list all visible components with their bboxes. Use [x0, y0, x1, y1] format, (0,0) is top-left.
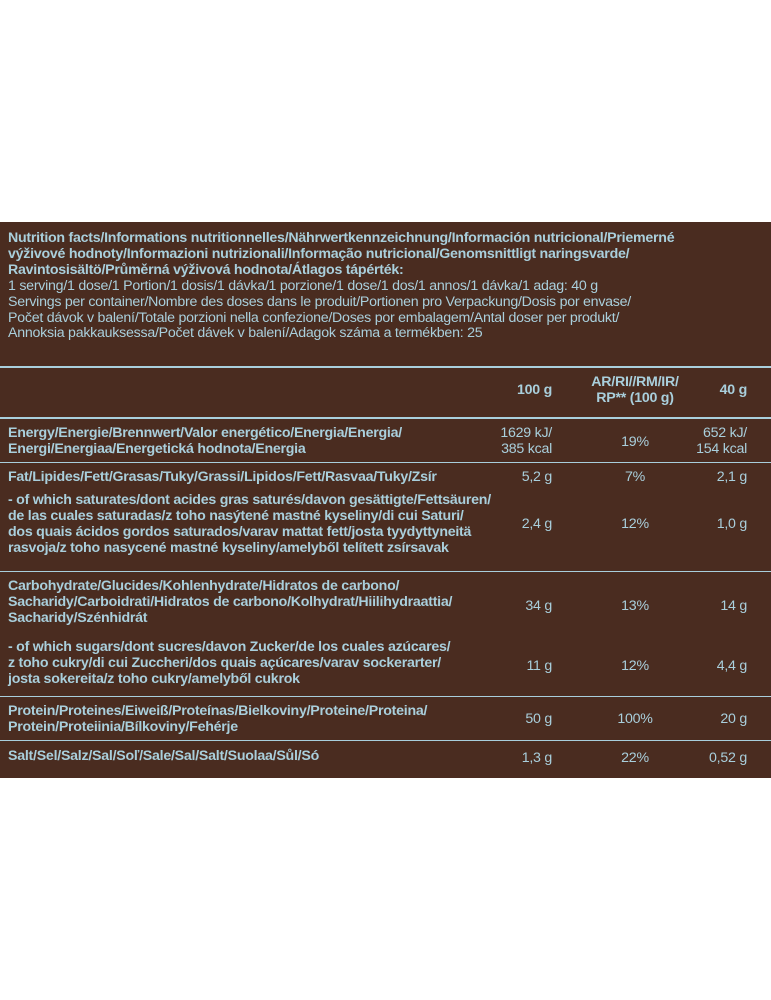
energy-ri-value: 19% [621, 434, 649, 450]
fat-100g-value: 5,2 g [521, 469, 552, 485]
sugars-40g-value: 4,4 g [716, 658, 747, 674]
label-line: dos quais ácidos gordos saturados/varav mattat fett/josta tyydyttyneitä [8, 523, 472, 540]
carbohydrate-40g-value: 14 g [720, 598, 747, 614]
column-header-40g: 40 g [719, 382, 747, 398]
carbohydrate-label [8, 579, 523, 627]
sugars-label [8, 640, 523, 688]
protein-label [8, 704, 523, 736]
ri-header-line: AR/RI//RM/IR/ [591, 374, 679, 390]
servings-info-line: Počet dávok v balení/Totale porzioni nella confezione/Doses por embalagem/Antal doser per produkt/ [8, 309, 620, 326]
energy-label [8, 426, 523, 458]
label-line: Sacharidy/Carboidrati/Hidratos de carbono/Kolhydrat/Hiilihydraattia/ [8, 593, 453, 610]
protein-100g-value: 50 g [525, 711, 552, 727]
serving-size-text: 1 serving/1 dose/1 Portion/1 dosis/1 dávka/1 porzione/1 dose/1 dos/1 annos/1 dávka/1 adag: 40 g [8, 277, 598, 294]
column-header-ri [585, 375, 685, 407]
column-header-100g: 100 g [516, 382, 552, 398]
value-line: 154 kcal [696, 440, 747, 457]
carbohydrate-ri-value: 13% [621, 598, 649, 614]
saturates-label [8, 493, 523, 557]
label-line: z toho cukry/di cui Zuccheri/dos quais açúcares/varav sockerarter/ [8, 654, 441, 671]
value-line: 652 kJ/ [703, 425, 747, 441]
label-line: Sacharidy/Szénhidrát [8, 609, 148, 626]
label-line: Protein/Proteines/Eiweiß/Proteínas/Bielkoviny/Proteine/Proteina/ [8, 703, 428, 719]
header-title-line: Nutrition facts/Informations nutritionnelles/Nährwertkennzeichnung/Información nutricional/Priemerné [8, 230, 675, 246]
divider [0, 696, 771, 697]
protein-ri-value: 100% [617, 711, 653, 727]
fat-label: Fat/Lipides/Fett/Grasas/Tuky/Grassi/Lipidos/Fett/Rasvaa/Tuky/Zsír [8, 469, 437, 485]
value-line: 385 kcal [501, 440, 552, 457]
protein-40g-value: 20 g [720, 711, 747, 727]
nutrition-panel [0, 222, 771, 778]
ri-header-line: RP** (100 g) [596, 389, 674, 406]
label-line: josta sokereita/z toho cukry/amelyből cukrok [8, 670, 300, 687]
label-line: Energy/Energie/Brennwert/Valor energético/Energia/Energia/ [8, 425, 402, 441]
label-line: Protein/Proteiinia/Bílkoviny/Fehérje [8, 718, 238, 735]
header-title-line: výživové hodnoty/Informazioni nutrizionali/Informação nutricional/Genomsnittligt naringsvarde/ [8, 245, 630, 262]
label-line: - of which saturates/dont acides gras saturés/davon gesättigte/Fettsäuren/ [8, 492, 491, 508]
label-line: - of which sugars/dont sucres/davon Zucker/de los cuales azúcares/ [8, 639, 451, 655]
header-title-line: Ravintosisältö/Průměrná výživová hodnota/Átlagos tápérték: [8, 261, 404, 278]
label-line: Carbohydrate/Glucides/Kohlenhydrate/Hidratos de carbono/ [8, 578, 400, 594]
divider [0, 417, 771, 419]
fat-40g-value: 2,1 g [716, 469, 747, 485]
salt-40g-value: 0,52 g [709, 750, 747, 766]
nutrition-header [8, 231, 763, 342]
divider [0, 740, 771, 741]
servings-info-line: Annoksia pakkauksessa/Počet dávek v balení/Adagok száma a termékben: 25 [8, 325, 483, 342]
sugars-ri-value: 12% [621, 658, 649, 674]
salt-ri-value: 22% [621, 750, 649, 766]
fat-ri-value: 7% [624, 469, 645, 485]
saturates-40g-value: 1,0 g [716, 516, 747, 532]
divider [0, 462, 771, 463]
saturates-100g-value: 2,4 g [521, 516, 552, 532]
divider [0, 571, 771, 572]
salt-label: Salt/Sel/Salz/Sal/Soľ/Sale/Sal/Salt/Suolaa/Sůl/Só [8, 748, 319, 764]
divider [0, 366, 771, 368]
label-line: rasvoja/z toho nasycené mastné kyseliny/amelyből telített zsírsavak [8, 539, 449, 556]
label-line: Energi/Energiaa/Energetická hodnota/Energia [8, 440, 306, 457]
salt-100g-value: 1,3 g [521, 750, 552, 766]
carbohydrate-100g-value: 34 g [525, 598, 552, 614]
servings-info-line: Servings per container/Nombre des doses dans le produit/Portionen pro Verpackung/Dosis por envase/ [8, 293, 631, 310]
value-line: 1629 kJ/ [500, 425, 552, 441]
energy-40g-value [680, 426, 747, 458]
label-line: de las cuales saturadas/z toho nasýtené mastné kyseliny/di cui Saturi/ [8, 507, 464, 524]
energy-100g-value [490, 426, 552, 458]
saturates-ri-value: 12% [621, 516, 649, 532]
sugars-100g-value: 11 g [526, 658, 552, 674]
